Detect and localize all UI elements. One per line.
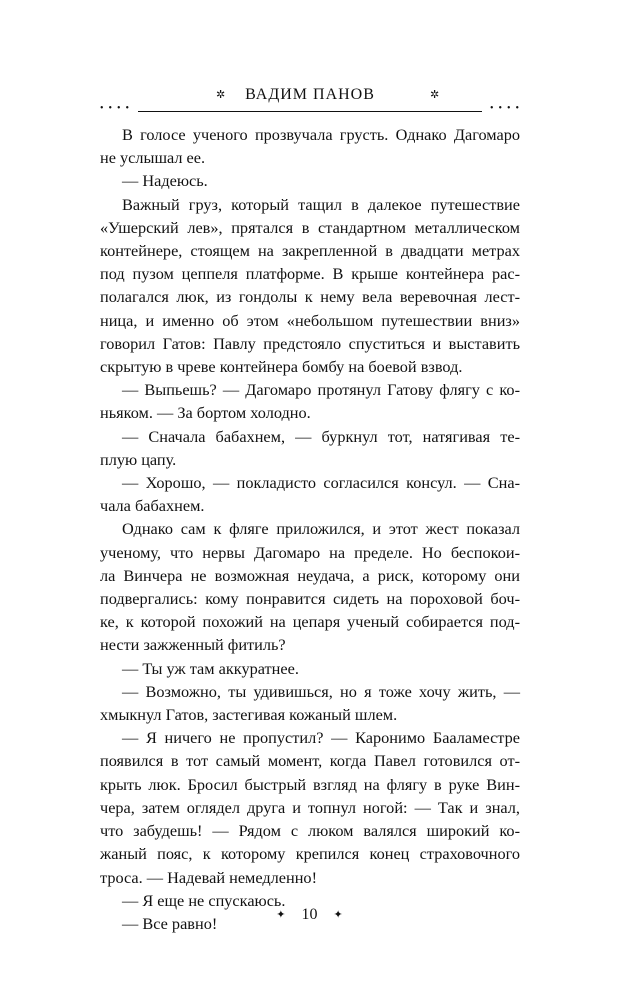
text-line: — Сначала бабахнем, — буркнул тот, натягивая те- xyxy=(122,426,520,446)
footer-star-left-icon: ✦ xyxy=(276,909,286,921)
header-rule-dots-left-icon: •••• xyxy=(100,103,135,114)
text-line: «Ушерский лев», прятался в стандартном металлическом xyxy=(100,217,520,237)
text-line: появился в тот самый момент, когда Павел готовился от- xyxy=(100,751,520,771)
text-line: скрытую в чреве контейнера бомбу на боевой взвод. xyxy=(100,357,463,377)
body-text xyxy=(100,123,520,935)
text-line: троса. — Надевай немедленно! xyxy=(100,867,317,887)
text-line: ница, и именно об этом «небольшом путешествии вниз» xyxy=(100,310,520,330)
page-footer xyxy=(0,906,619,924)
text-line: — Надеюсь. xyxy=(122,171,208,191)
text-line: — Возможно, ты удивишься, но я тоже хочу жить, — xyxy=(122,681,520,701)
text-line: Однако сам к фляге приложился, и этот жест показал xyxy=(122,519,520,539)
text-line: хмыкнул Гатов, застегивая кожаный шлем. xyxy=(100,705,398,725)
text-line: что забудешь! — Рядом с люком валялся широкий ко- xyxy=(100,821,520,841)
text-line: ньяком. — За бортом холодно. xyxy=(100,403,311,423)
text-line: — Я еще не спускаюсь. xyxy=(122,890,286,910)
text-line: ученому, что нервы Дагомаро на пределе. Но беспокои- xyxy=(100,542,520,562)
header-rule-line xyxy=(138,111,482,112)
text-line: полагался люк, из гондолы к нему вела веревочная лест- xyxy=(100,287,520,307)
header-author-title: ВАДИМ ПАНОВ xyxy=(245,86,375,103)
header-rule-dots-right-icon: •••• xyxy=(489,103,524,114)
text-line: чера, затем оглядел друга и топнул ногой: — Так и знал, xyxy=(100,797,520,817)
header-ornament-left-icon: ✲ xyxy=(216,89,226,101)
text-line: ла Винчера не возможная неудача, а риск, которому они xyxy=(100,565,520,585)
header-rule xyxy=(100,103,524,115)
text-line: — Выпьешь? — Дагомаро протянул Гатову флягу с ко- xyxy=(122,380,520,400)
text-line: В голосе ученого прозвучала грусть. Однако Дагомаро xyxy=(122,125,520,144)
text-line: подвергались: кому понравится сидеть на пороховой боч- xyxy=(100,589,520,609)
text-line: нести зажженный фитиль? xyxy=(100,635,286,655)
text-line: Важный груз, который тащил в далекое путешествие xyxy=(122,194,520,214)
text-line: жаный пояс, к которому крепился конец страховочного xyxy=(100,844,520,864)
text-line: — Все равно! xyxy=(122,913,218,933)
text-line: ке, к которой похожий на цепаря ученый собирается под- xyxy=(100,612,520,632)
text-line: — Ты уж там аккуратнее. xyxy=(122,658,299,678)
page-number: 10 xyxy=(301,906,318,923)
text-line: крыть люк. Бросил быстрый взгляд на флягу в руке Вин- xyxy=(100,774,520,794)
text-line: говорил Гатов: Павлу предстояло спуститься и выставить xyxy=(100,333,520,353)
text-line: плую цапу. xyxy=(100,449,177,469)
text-line: под пузом цеппеля платформе. В крыше контейнера рас- xyxy=(100,264,520,284)
text-line: контейнере, стоящем на закрепленной в двадцати метрах xyxy=(100,241,520,261)
text-line: — Хорошо, — покладисто согласился консул. — Сна- xyxy=(122,473,520,493)
footer-star-right-icon: ✦ xyxy=(333,909,343,921)
text-line: не услышал ее. xyxy=(100,148,206,168)
header-ornament-right-icon: ✲ xyxy=(430,89,440,101)
running-header xyxy=(100,86,524,114)
text-line: чала бабахнем. xyxy=(100,496,205,516)
text-line: — Я ничего не пропустил? — Каронимо Бааламестре xyxy=(122,728,520,748)
